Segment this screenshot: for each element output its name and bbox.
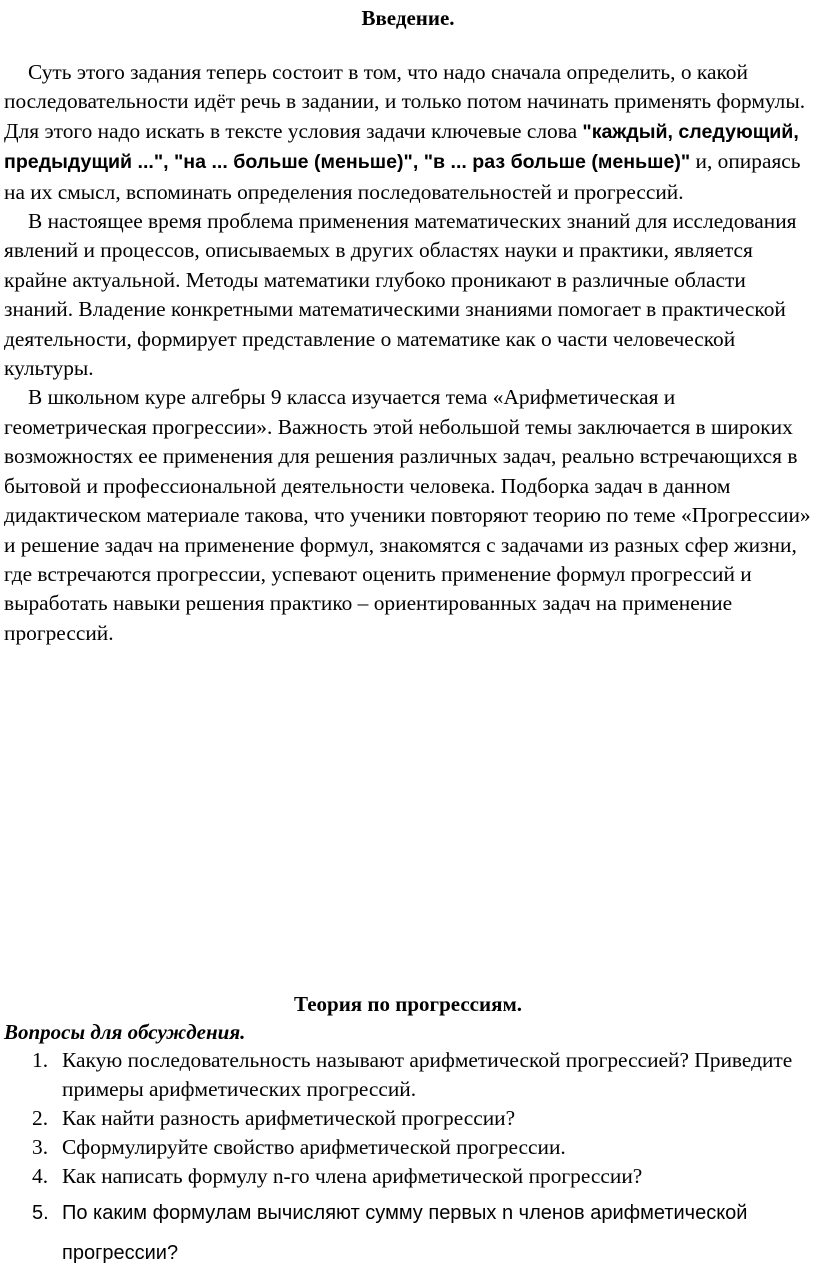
discussion-heading: Вопросы для обсуждения. xyxy=(4,1020,246,1044)
theory-title: Теория по прогрессиям. xyxy=(294,992,522,1016)
question-item xyxy=(0,1133,816,1162)
questions-list xyxy=(0,1046,816,1273)
question-number: 1. xyxy=(32,1048,49,1072)
question-text: Как найти разность арифметической прогрессии? xyxy=(62,1106,516,1130)
intro-section xyxy=(4,58,812,648)
intro-title: Введение. xyxy=(361,6,455,30)
question-text: По каким формулам вычисляют сумму первых n членов арифметической прогрессии? xyxy=(62,1202,748,1264)
question-item xyxy=(0,1193,816,1273)
intro-p1-text-a: Суть этого задания теперь состоит в том, что надо сначала определить, о какой последовательности идёт речь в задании, и только потом начинать применять формулы. Для этого надо искать в тексте условия задачи ключевые слова xyxy=(4,60,806,143)
intro-p1-text-b: и, опираясь на их смысл, вспоминать определения последовательностей и прогрессий. xyxy=(4,149,801,204)
question-text: Как написать формулу n-го члена арифметической прогрессии? xyxy=(62,1164,643,1188)
intro-paragraph-2: В настоящее время проблема применения математических знаний для исследования явлений и процессов, описываемых в других областях науки и практики, является крайне актуальной. Методы математики глубоко проникают в различные области знаний. Владение конкретными математическими знаниями помогает в практической деятельности, формирует представление о математике как о части человеческой культуры. xyxy=(4,209,797,381)
question-number: 2. xyxy=(32,1106,49,1130)
question-number: 5. xyxy=(32,1202,49,1224)
intro-p1-keywords: "каждый, следующий, предыдущий ...", "на ... больше (меньше)", "в ... раз больше (меньше)" xyxy=(4,120,799,174)
intro-paragraph-3: В школьном куре алгебры 9 класса изучается тема «Арифметическая и геометрическая прогрессии». Важность этой небольшой темы заключается в широких возможностях ее применения для решения различных задач, реально встречающихся в бытовой и профессиональной деятельности человека. Подборка задач в данном дидактическом материале такова, что ученики повторяют теорию по теме «Прогрессии» и решение задач на применение формул, знакомятся с задачами из разных сфер жизни, где встречаются прогрессии, успевают оценить применение формул прогрессий и выработать навыки решения практико – ориентированных задач на применение прогрессий. xyxy=(4,385,811,645)
question-text: Сформулируйте свойство арифметической прогрессии. xyxy=(62,1135,566,1159)
question-number: 4. xyxy=(32,1164,49,1188)
intro-paragraph-1 xyxy=(4,58,812,207)
question-item xyxy=(0,1104,816,1133)
question-item xyxy=(0,1046,816,1104)
question-text: Какую последовательность называют арифметической прогрессией? Приведите примеры арифметических прогрессий. xyxy=(62,1048,793,1101)
question-number: 3. xyxy=(32,1135,49,1159)
question-item xyxy=(0,1162,816,1191)
